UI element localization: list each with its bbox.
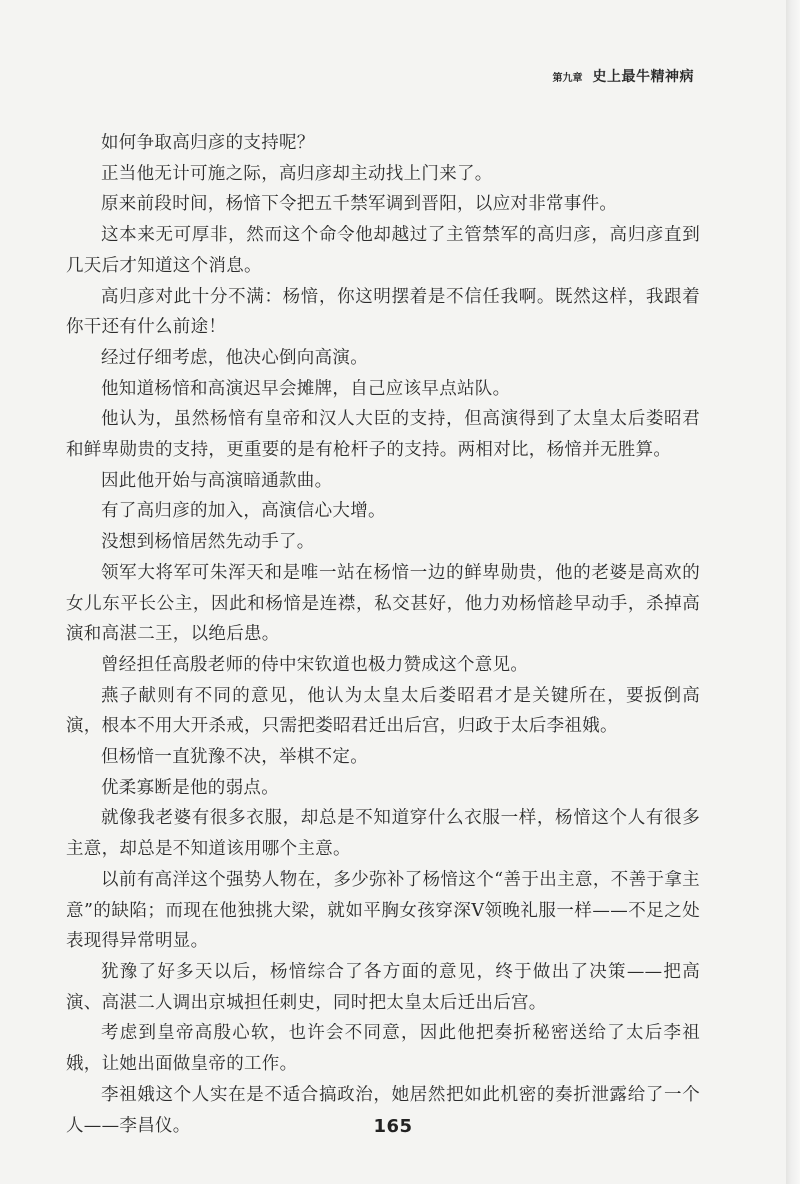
paragraph: 领军大将军可朱浑天和是唯一站在杨愔一边的鲜卑勋贵，他的老婆是高欢的女儿东平长公主，因此和杨愔是连襟，私交甚好，他力劝杨愔趁早动手，杀掉高演和高湛二王，以绝后患。: [66, 562, 700, 645]
paragraph: 经过仔细考虑，他决心倒向高演。: [101, 347, 368, 368]
page-edge: [786, 0, 800, 1184]
paragraph: 没想到杨愔居然先动手了。: [101, 532, 315, 553]
paragraph: 有了高归彦的加入，高演信心大增。: [101, 501, 386, 522]
page-number: 165: [373, 1116, 413, 1137]
paragraph: 考虑到皇帝高殷心软，也许会不同意，因此他把奏折秘密送给了太后李祖娥，让她出面做皇帝的工作。: [66, 1023, 700, 1075]
paragraph: 原来前段时间，杨愔下令把五千禁军调到晋阳，以应对非常事件。: [101, 194, 618, 215]
paragraph: 优柔寡断是他的弱点。: [101, 777, 279, 798]
paragraph: 因此他开始与高演暗通款曲。: [101, 470, 333, 491]
paragraph: 燕子献则有不同的意见，他认为太皇太后娄昭君才是关键所在，要扳倒高演，根本不用大开杀戒，只需把娄昭君迁出后宫，归政于太后李祖娥。: [66, 685, 700, 737]
body-text: [66, 128, 700, 1141]
running-header: [553, 66, 695, 86]
paragraph: 他知道杨愔和高演迟早会摊牌，自己应该早点站队。: [101, 378, 511, 399]
paragraph: 高归彦对此十分不满：杨愔，你这明摆着是不信任我啊。既然这样，我跟着你干还有什么前途！: [66, 286, 700, 338]
paragraph: 正当他无计可施之际，高归彦却主动找上门来了。: [101, 163, 493, 184]
paragraph: 就像我老婆有很多衣服，却总是不知道穿什么衣服一样，杨愔这个人有很多主意，却总是不知道该用哪个主意。: [66, 808, 700, 860]
paragraph: 曾经担任高殷老师的侍中宋钦道也极力赞成这个意见。: [101, 654, 529, 675]
paragraph: 李祖娥这个人实在是不适合搞政治，她居然把如此机密的奏折泄露给了一个人——李昌仪。: [66, 1084, 700, 1136]
paragraph: 如何争取高归彦的支持呢？: [101, 133, 315, 153]
chapter-title: 史上最牛精神病: [592, 69, 694, 85]
paragraph: 这本来无可厚非，然而这个命令他却越过了主管禁军的高归彦，高归彦直到几天后才知道这个消息。: [66, 225, 700, 276]
paragraph: 以前有高洋这个强势人物在，多少弥补了杨愔这个“善于出主意，不善于拿主意”的缺陷；而现在他独挑大梁，就如平胸女孩穿深V领晚礼服一样——不足之处表现得异常明显。: [66, 869, 700, 952]
header-rule: [66, 88, 694, 89]
paragraph: 犹豫了好多天以后，杨愔综合了各方面的意见，终于做出了决策——把高演、高湛二人调出京城担任刺史，同时把太皇太后迁出后宫。: [66, 961, 700, 1013]
paragraph: 他认为，虽然杨愔有皇帝和汉人大臣的支持，但高演得到了太皇太后娄昭君和鲜卑勋贵的支持，更重要的是有枪杆子的支持。两相对比，杨愔并无胜算。: [66, 409, 700, 461]
paragraph: 但杨愔一直犹豫不决，举棋不定。: [101, 747, 368, 768]
chapter-label: 第九章: [552, 73, 583, 84]
